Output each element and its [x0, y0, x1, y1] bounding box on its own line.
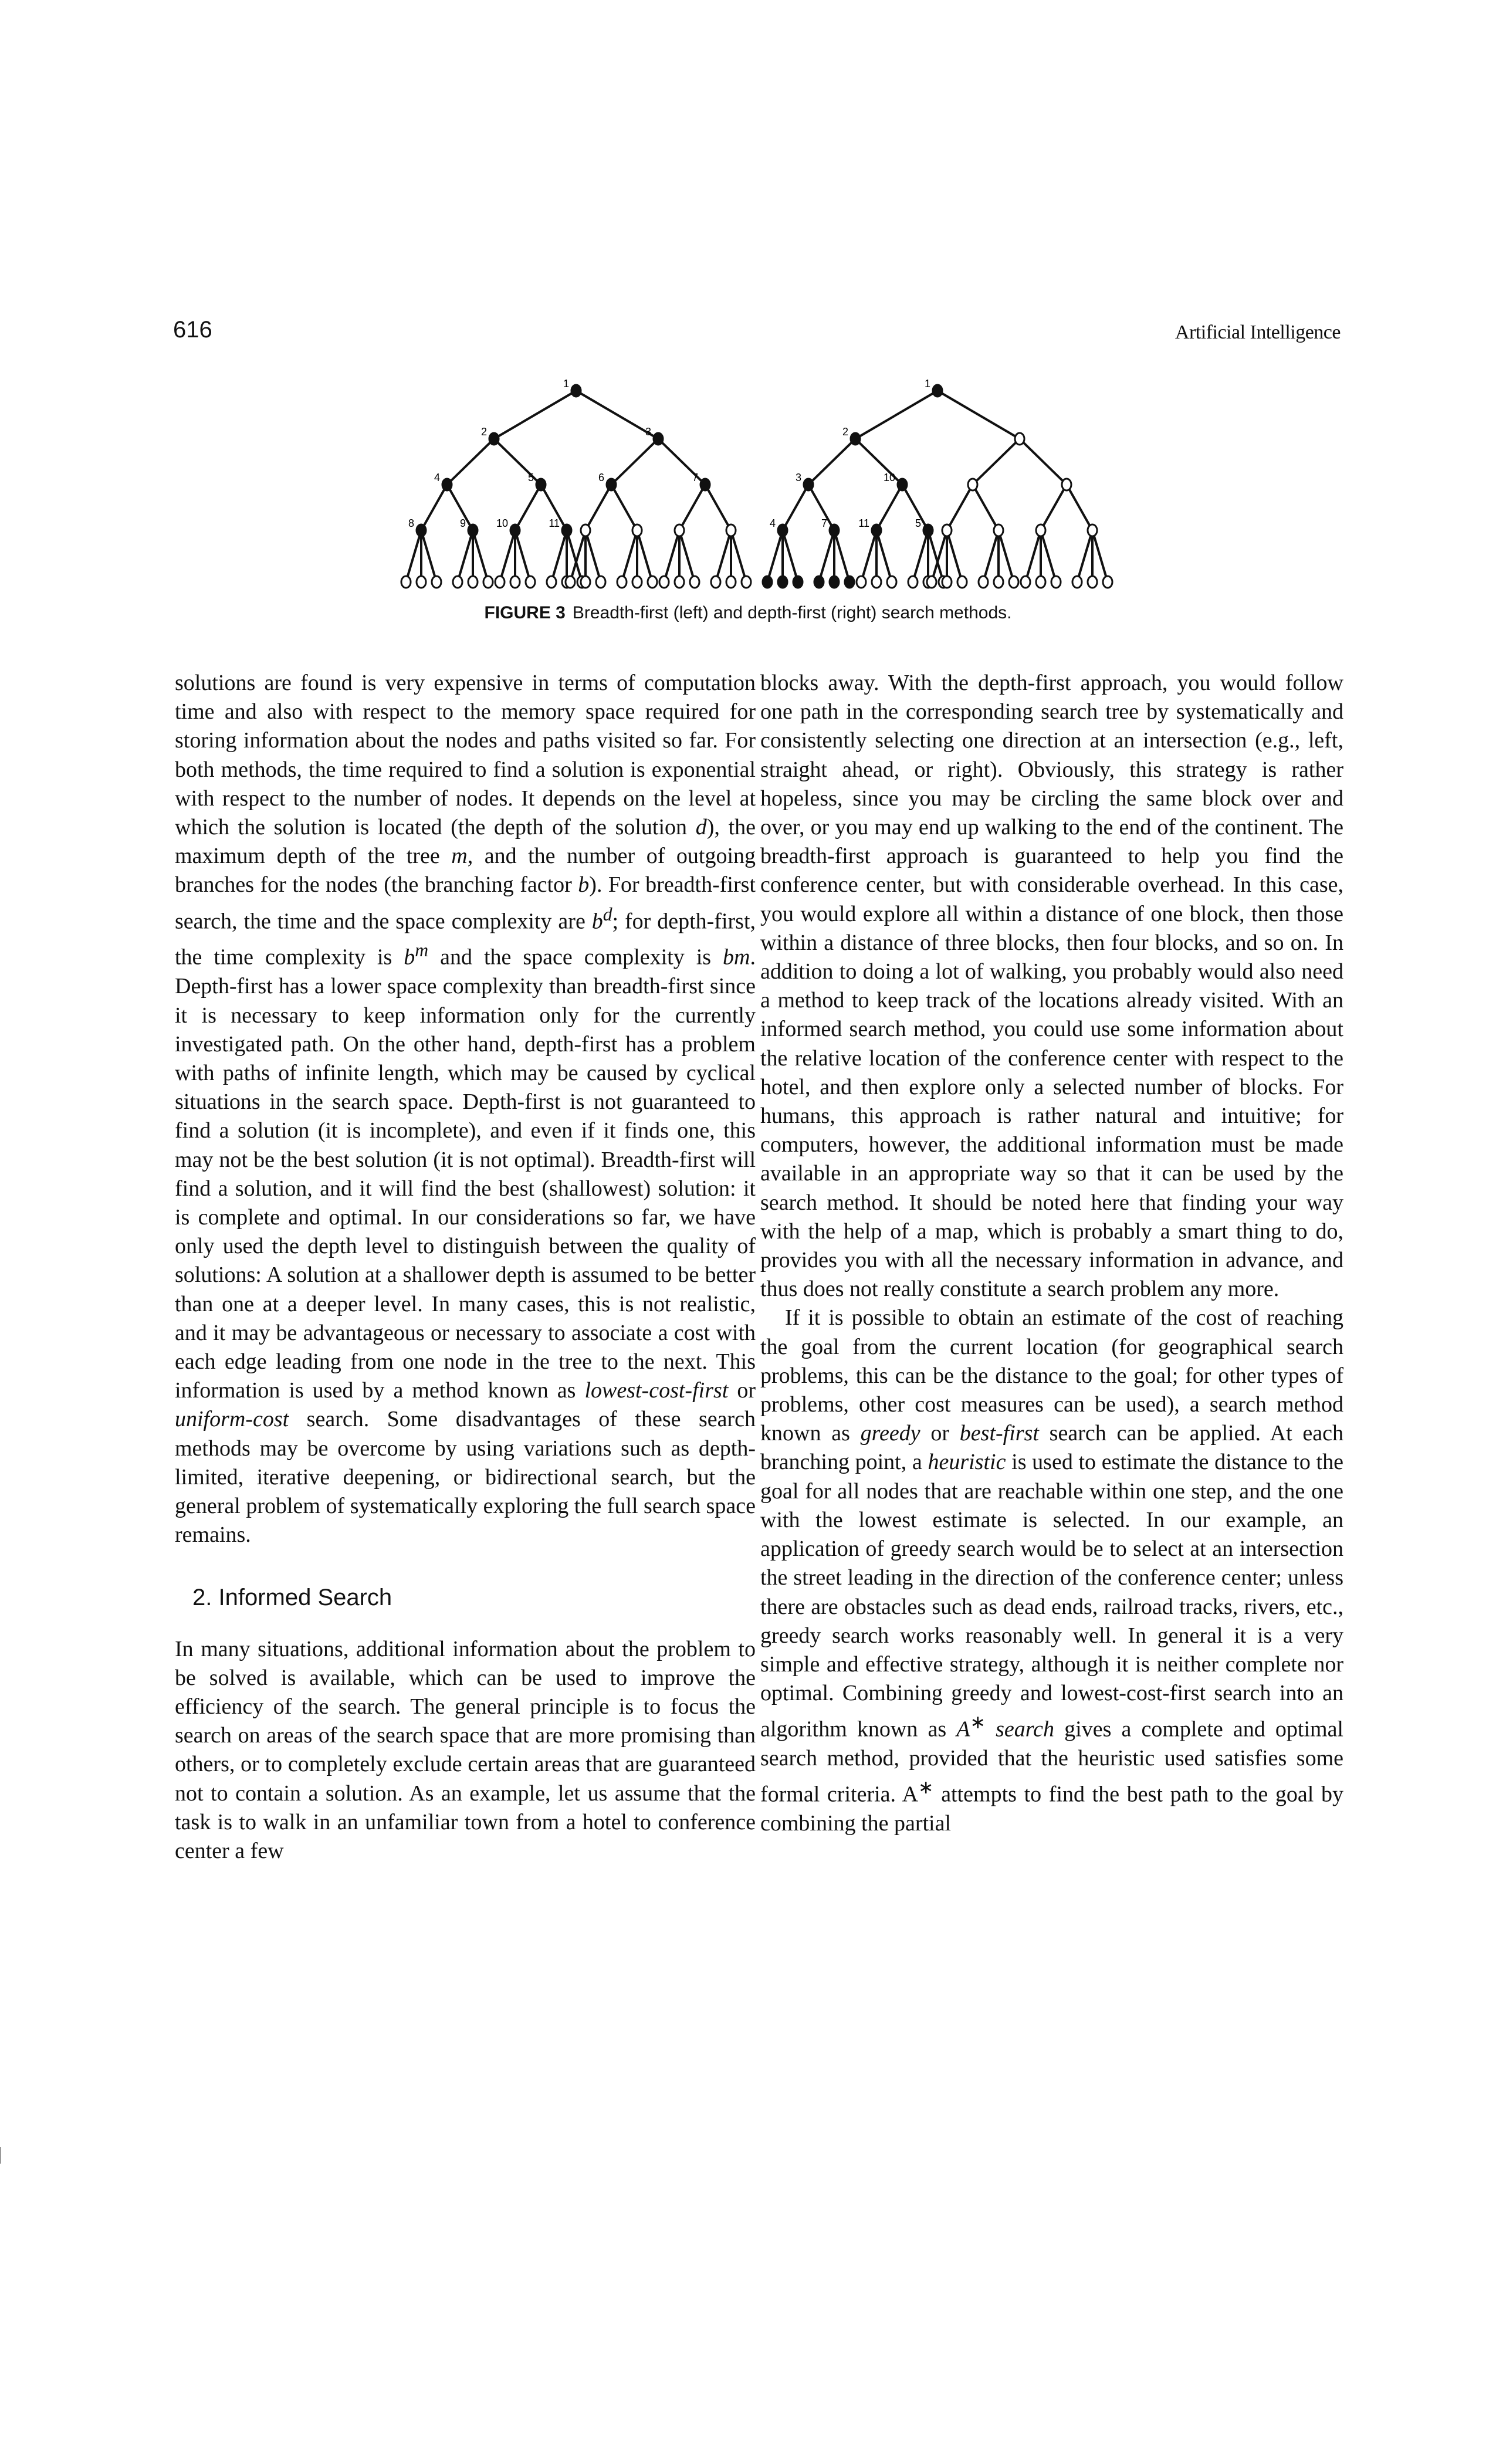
unvisited-node [942, 576, 952, 588]
tree-edge [1020, 439, 1067, 485]
figure-search-trees [0, 370, 1496, 628]
tree-edge [500, 530, 515, 582]
unvisited-node [742, 576, 751, 588]
text-run: search can be applied. At each branching point, a [760, 1421, 1343, 1475]
visited-node [700, 479, 710, 490]
tree-edge [947, 485, 973, 530]
tree-edge [928, 530, 943, 582]
tree-edge [447, 439, 494, 485]
math-bm: bm [723, 945, 750, 970]
visited-node [510, 524, 520, 536]
text-run: , and the number of outgoing branches for the nodes (the branching factor [175, 844, 756, 898]
term-greedy: greedy [860, 1421, 920, 1446]
visited-node [763, 576, 772, 588]
term-heuristic: heuristic [928, 1450, 1006, 1475]
tree-edge [1067, 485, 1092, 530]
unvisited-node [401, 576, 411, 588]
page-number: 616 [173, 317, 212, 343]
tree-edge [1025, 530, 1041, 582]
visited-node [571, 385, 581, 397]
tree-edge [473, 530, 488, 582]
text-run: ), the maximum depth of the tree [175, 815, 756, 869]
left-column [175, 669, 756, 1866]
unvisited-node [994, 576, 1003, 588]
left-paragraph-1 [175, 669, 756, 1549]
visited-node [417, 524, 426, 536]
unvisited-node [1051, 576, 1061, 588]
node-order-label: 11 [858, 517, 869, 529]
unvisited-node [547, 576, 556, 588]
unvisited-node [596, 576, 605, 588]
math-d: d [695, 815, 707, 840]
node-order-label: 5 [527, 472, 534, 483]
math-b: b [404, 945, 415, 970]
tree-edge [664, 530, 679, 582]
tree-edge [679, 485, 705, 530]
tree-edge [658, 439, 705, 485]
tree-edge [731, 530, 746, 582]
tree-edge [913, 530, 928, 582]
tree-edge [494, 391, 576, 439]
figure-caption [0, 603, 1496, 623]
tree-edge [570, 530, 585, 582]
visited-node [923, 524, 933, 536]
text-run: attempts to find the best path to the goal by combining the partial [760, 1782, 1343, 1836]
unvisited-node [617, 576, 627, 588]
unvisited-node [468, 576, 478, 588]
tree-edge [551, 530, 567, 582]
tree-edge [1092, 530, 1108, 582]
tree-edge [585, 485, 611, 530]
text-run: ). For breadth-first search, the time and the space complexity are [175, 872, 756, 934]
visited-node [654, 433, 663, 445]
unvisited-node [526, 576, 535, 588]
unvisited-node [1021, 576, 1030, 588]
margin-mark [0, 2147, 1, 2164]
node-order-label: 1 [924, 378, 930, 390]
node-order-label: 10 [883, 472, 895, 483]
node-order-label: 3 [645, 426, 651, 438]
tree-edge [622, 530, 637, 582]
tree-edge [1041, 530, 1056, 582]
unvisited-node [1009, 576, 1018, 588]
tree-edge [406, 530, 421, 582]
unvisited-node [908, 576, 918, 588]
tree-edge [1077, 530, 1092, 582]
node-order-label: 6 [598, 472, 604, 483]
unvisited-node [957, 576, 967, 588]
math-b: b [591, 909, 603, 934]
visited-node [851, 433, 860, 445]
unvisited-node [495, 576, 505, 588]
math-exponent-m: m [415, 940, 429, 961]
tree-edge [819, 530, 834, 582]
term-best-first: best-first [959, 1421, 1039, 1446]
unvisited-node [1062, 479, 1071, 490]
tree-edge [458, 530, 473, 582]
tree-edge [637, 530, 652, 582]
tree-edge [783, 485, 808, 530]
section-heading: 2. Informed Search [192, 1585, 392, 1611]
unvisited-node [453, 576, 462, 588]
tree-edge [611, 439, 658, 485]
visited-node [562, 524, 571, 536]
text-run: is used to estimate the distance to the goal for all nodes that are reachable within one step, and the one with the lowest estimate is selected. In our example, an application of greedy search would be to select at an intersection the street leading in the direction of the conference center; unless there are obstacles such as dead ends, railroad tracks, rivers, etc., greedy search works reasonably well. In general it is a very simple and effective strategy, although it is neither complete nor optimal. Combining greedy and lowest-cost-first search into an algorithm known as [760, 1450, 1343, 1742]
node-order-label: 7 [821, 517, 827, 529]
unvisited-node [510, 576, 520, 588]
node-order-label: 7 [692, 472, 698, 483]
tree-edge [705, 485, 731, 530]
tree-edge [716, 530, 731, 582]
tree-edge [999, 530, 1014, 582]
term-uniform-cost: uniform-cost [175, 1407, 289, 1432]
tree-edge [611, 485, 637, 530]
right-column [760, 669, 1343, 1838]
math-m: m [451, 844, 468, 869]
text-run: search. Some disadvantages of these search methods may be overcome by using variations such as depth-limited, iterative deepening, or bidirectional search, but the general problem of systematically exploring the full search space remains. [175, 1407, 756, 1548]
tree-edge [861, 530, 876, 582]
figure-caption-text: Breadth-first (left) and depth-first (right) search methods. [572, 603, 1012, 622]
text-run: or [920, 1421, 960, 1446]
unvisited-node [581, 576, 590, 588]
unvisited-node [887, 576, 896, 588]
unvisited-node [648, 576, 657, 588]
tree-edge [783, 530, 798, 582]
unvisited-node [1036, 524, 1045, 536]
search-trees-diagram [0, 370, 1496, 604]
node-order-label: 9 [459, 517, 466, 529]
node-order-label: 8 [408, 517, 414, 529]
tree-edge [808, 439, 855, 485]
star-superscript: ∗ [970, 1712, 986, 1733]
tree-edge [494, 439, 541, 485]
visited-node [830, 576, 839, 588]
node-order-label: 4 [434, 472, 440, 483]
tree-edge [937, 391, 1020, 439]
tree-edge [876, 530, 892, 582]
unvisited-node [417, 576, 426, 588]
unvisited-node [1088, 576, 1097, 588]
tree-edge [855, 391, 937, 439]
tree-edge [679, 530, 695, 582]
unvisited-node [942, 524, 952, 536]
unvisited-node [632, 576, 642, 588]
visited-node [898, 479, 907, 490]
visited-node [607, 479, 616, 490]
text-run: ; for depth-first, the time complexity is [175, 909, 756, 970]
node-order-label: 1 [563, 378, 569, 390]
tree-edge [567, 530, 582, 582]
node-order-label: 10 [496, 517, 508, 529]
tree-edge [834, 530, 849, 582]
node-order-label: 2 [842, 426, 848, 438]
node-order-label: 2 [480, 426, 487, 438]
text-run: and the space complexity is [428, 945, 723, 970]
unvisited-node [1072, 576, 1082, 588]
visited-node [442, 479, 452, 490]
text-run: or [728, 1378, 756, 1403]
tree-edge [876, 485, 902, 530]
node-order-label: 3 [795, 472, 801, 483]
running-head: Artificial Intelligence [1175, 321, 1341, 343]
unvisited-node [566, 576, 575, 588]
text-run: gives a complete and optimal search method, provided that the heuristic used satisfies some formal criteria. A [760, 1717, 1343, 1808]
node-order-label: 5 [915, 517, 921, 529]
unvisited-node [726, 524, 736, 536]
visited-node [830, 524, 839, 536]
visited-node [933, 385, 942, 397]
tree-edge [767, 530, 783, 582]
tree-edge [973, 485, 999, 530]
unvisited-node [690, 576, 699, 588]
unvisited-node [994, 524, 1003, 536]
text-run: If it is possible to obtain an estimate of the cost of reaching the goal from the current location (for geographical search problems, this can be the distance to the goal; for other types of problems, other cost measures can be used), a search method known as [760, 1305, 1343, 1446]
visited-node [536, 479, 546, 490]
unvisited-node [432, 576, 441, 588]
tree-edge [421, 530, 436, 582]
visited-node [814, 576, 824, 588]
unvisited-node [1103, 576, 1112, 588]
unvisited-node [1015, 433, 1024, 445]
unvisited-node [979, 576, 988, 588]
right-paragraph-2 [760, 1304, 1343, 1838]
visited-node [778, 576, 787, 588]
tree-edge [855, 439, 902, 485]
term-a-star: A [956, 1717, 970, 1742]
unvisited-node [857, 576, 866, 588]
tree-edge [1041, 485, 1067, 530]
tree-edge [947, 530, 962, 582]
text-run: . Depth-first has a lower space complexity than breadth-first since it is necessary to keep information only for the currently investigated path. On the other hand, depth-first has a problem with paths of infinite length, which may be caused by cyclical situations in the search space. Depth-first is not guaranteed to find a solution (it is incomplete), and even if it finds one, this may not be the best solution (it is not optimal). Breadth-first will find a solution, and it will find the best (shallowest) solution: it is complete and optimal. In our considerations so far, we have only used the depth level to distinguish between the quality of solutions: A solution at a shallower depth is assumed to be better than one at a deeper level. In many cases, this is not realistic, and it may be advantageous or necessary to associate a cost with each edge leading from one node in the tree to the next. This information is used by a method known as [175, 945, 756, 1403]
tree-edge [585, 530, 601, 582]
visited-node [804, 479, 813, 490]
visited-node [793, 576, 803, 588]
unvisited-node [711, 576, 720, 588]
math-b: b [578, 872, 590, 898]
unvisited-node [675, 524, 684, 536]
star-superscript: ∗ [918, 1777, 934, 1798]
math-exponent-d: d [603, 903, 612, 925]
unvisited-node [483, 576, 493, 588]
tree-edge [515, 485, 541, 530]
tree-edge [421, 485, 447, 530]
visited-node [489, 433, 499, 445]
figure-label: FIGURE 3 [484, 603, 566, 622]
visited-node [872, 524, 881, 536]
tree-edge [983, 530, 999, 582]
node-order-label: 11 [549, 517, 560, 529]
unvisited-node [927, 576, 936, 588]
unvisited-node [1088, 524, 1097, 536]
node-order-label: 4 [769, 517, 776, 529]
unvisited-node [1036, 576, 1045, 588]
visited-node [778, 524, 787, 536]
text-run: solutions are found is very expensive in terms of computation time and also with respect to the memory space required for storing information about the nodes and paths visited so far. For both methods, the time required to find a solution is exponential with respect to the number of nodes. It depends on the level at which the solution is located (the depth of the solution [175, 671, 756, 840]
unvisited-node [726, 576, 736, 588]
tree-edge [973, 439, 1020, 485]
visited-node [845, 576, 854, 588]
tree-edge [515, 530, 530, 582]
term-search: search [986, 1717, 1055, 1742]
visited-node [468, 524, 478, 536]
unvisited-node [675, 576, 684, 588]
tree-edge [932, 530, 947, 582]
unvisited-node [968, 479, 977, 490]
term-lowest-cost-first: lowest-cost-first [584, 1378, 729, 1403]
unvisited-node [872, 576, 881, 588]
unvisited-node [659, 576, 669, 588]
left-paragraph-2: In many situations, additional information about the problem to be solved is available, which can be used to improve the efficiency of the search. The general principle is to focus the search on areas of the search space that are more promising than others, or to completely exclude certain areas that are guaranteed not to contain a solution. As an example, let us assume that the task is to walk in an unfamiliar town from a hotel to conference center a few [175, 1636, 756, 1864]
right-paragraph-1: blocks away. With the depth-first approach, you would follow one path in the corresponding search tree by systematically and consistently selecting one direction at an intersection (e.g., left, straight ahead, or right). Obviously, this strategy is rather hopeless, since you may be circling the same block over and over, or you may end up walking to the end of the continent. The breadth-first approach is guaranteed to help you find the conference center, but with considerable overhead. In this case, you would explore all within a distance of one block, then those within a distance of three blocks, then four blocks, and so on. In addition to doing a lot of walking, you probably would also need a method to keep track of the locations already visited. With an informed search method, you could use some information about the relative location of the conference center with respect to the hotel, and then explore only a selected number of blocks. For humans, this approach is rather natural and intuitive; for computers, however, the additional information must be made available in an appropriate way so that it can be used by the search method. It should be noted here that finding your way with the help of a map, which is probably a smart thing to do, provides you with all the necessary information in advance, and thus does not really constitute a search problem any more. [760, 671, 1343, 1302]
unvisited-node [632, 524, 642, 536]
unvisited-node [581, 524, 590, 536]
